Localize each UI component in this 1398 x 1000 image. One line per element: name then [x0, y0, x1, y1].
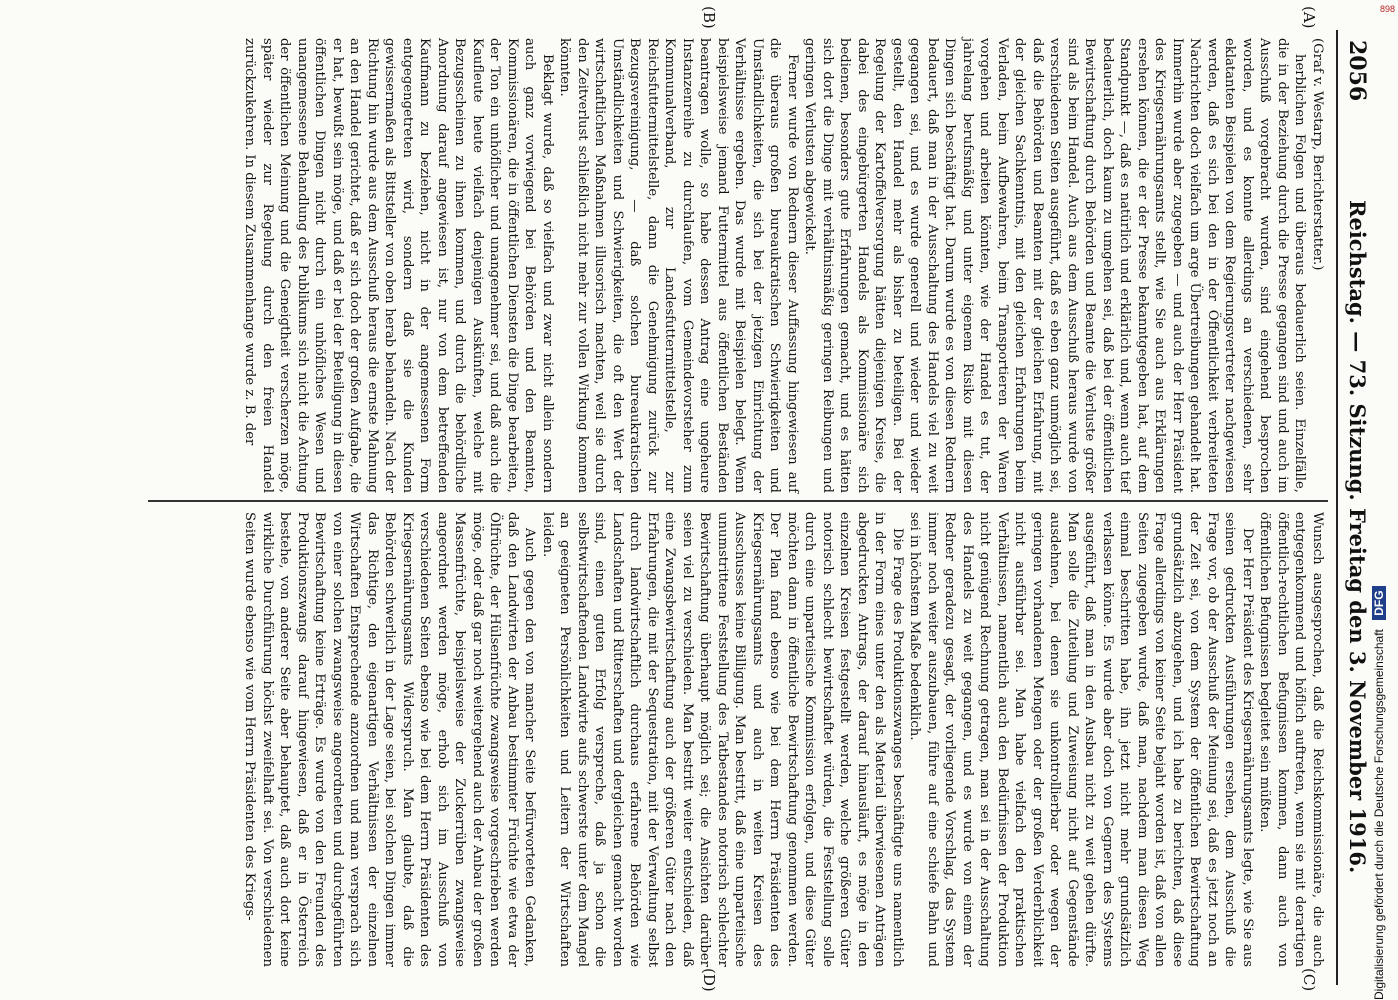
paragraph: Ferner wurde von Rednern dieser Auffassung hingewiesen auf die überaus großen bureaukratischen Schwierigkeiten und Umständlichkeiten, die sich bei der jetzigen Einrichtung der Verhältnisse ergeben. Das wurde mit Beispielen belegt. Wenn beispielsweise jemand Futtermittel aus öffentlichen Beständen beantragen wolle, so habe dessen Antrag eine ungeheure Instanzenreihe zu durchlaufen, vom Gemeindevorsteher zum Kommunalverband, zur Landesfuttermittelstelle, zur Reichsfuttermittelstelle, dann die Genehmigung zurück zur Bezugsvereinigung, — daß solchen bureaukratischen Umständlichkeiten und Schwierigkeiten, die oft den Wert der wirtschaftlichen Maßnahmen illusorisch machten, weil sie durch den Zeitverlust schließlich nicht mehr zur vollen Wirkung kommen könnten.	[557, 38, 800, 493]
text-column-right	[241, 512, 1326, 967]
paragraph: Beklagt wurde, daß so vielfach und zwar nicht allein sondern auch ganz vorwiegend bei Behörden und den Beamten, Kommissionären, die in öffentlichen Diensten die Dinge bearbeiten, der Ton ein unhöflicher und unangenehmer sei, und daß auch die Kaufleute heute vielfach denjenigen Auskünften, welche mit Bezugsscheinen zu ihnen kommen, und durch die behördliche Anordnung darauf angewiesen ist, nur von dem betreffenden Kaufmann zu beziehen, nicht in der angemessenen Form entgegengetreten wird, sondern daß sie die Kunden gewissermaßen als Bittsteller von oben herab behandeln. Nach der Richtung hin wurde aus dem Ausschuß heraus die ernste Mahnung an den Handel gerichtet, daß er sich doch der großen Aufgabe, die er hat, bewußt sein möge, und daß er bei der Beteiligung in diesen öffentlichen Dingen nicht durch ein unhöfliches Wesen und unangemessene Behandlung des Publikums sich nicht die Achtung der öffentlichen Meinung und die Geneigtheit verscherzen möge, später wieder zur Regelung durch den freien Handel zurückzukehren. In diesem Zusammenhange wurde z. B. der	[242, 38, 555, 493]
page-number: 2056	[1344, 40, 1370, 102]
column-divider	[148, 500, 1328, 502]
dfg-logo: DFG	[1372, 586, 1386, 619]
paragraph: Wunsch ausgesprochen, daß die Reichskommissionäre, die auch entgegenkommend und höflich auftreten, wenn sie mit derartigen öffentlich-rechtlichen Befugnissen kommen, dann auch von öffentlichen Befugnissen begleitet sein müßten.	[1257, 512, 1325, 967]
margin-marker-d: (D)	[700, 968, 718, 992]
session-title: Reichstag. — 73. Sitzung. Freitag den 3. November 1916.	[1345, 200, 1370, 874]
paragraph: (Graf v. Westarp, Berichterstatter.)	[1310, 38, 1325, 271]
margin-marker-b: (B)	[700, 6, 718, 29]
corner-number: 898	[1380, 4, 1396, 14]
digitization-note	[1372, 0, 1398, 1000]
text-column-left	[241, 38, 1326, 493]
margin-marker-c: (C)	[1300, 968, 1318, 992]
header-rule	[1336, 30, 1338, 985]
paragraph: Auch gegen den von mancher Seite befürworteten Gedanken, daß den Landwirten der Anbau bestimmter Früchte wie etwa der Ölfrüchte, der Hülsenfrüchte zwangsweise vorgeschrieben werden möge, oder daß gar noch weitergehend auch der Anbau der großen Massenfrüchte, beispielsweise der Zuckerrüben zwangsweise angeordnet werden möge, erhob sich im Ausschuß von verschiedenen Seiten ebenso wie bei dem Herrn Präsidenten des Kriegsernährungsamts Widerspruch. Man glaubte, daß die Behörden schwerlich in der Lage seien, bei solchen Dingen immer das Richtige, den eigenartigen Verhältnissen der einzelnen Wirtschaften Entsprechende anzuordnen und man versprach sich von einer solchen zwangsweise angeordneten und durchgeführten Bewirtschaftung keine Erträge. Es wurde von den Freunden des Produktionszwangs darauf hingewiesen, daß er in Österreich bestehe, von anderer Seite aber behauptet, daß auch dort keine wirkliche Durchführung höchst zweifelhaft sei. Von verschiedenen Seiten wurde ebenso wie vom Herrn Präsidenten des Kriegs-	[242, 512, 538, 967]
paragraph: Der Herr Präsident des Kriegsernährungsamts legte, wie Sie aus seinen gedruckten Ausführungen ersehen, dem Ausschuß die Frage vor, ob der Ausschuß der Meinung sei, daß es jetzt noch an der Zeit sei, von dem System der öffentlichen Bewirtschaftung grundsätzlich abzugehen, und ich habe zu berichten, daß diese Frage allerdings von keiner Seite bejaht worden ist, daß von allen Seiten zugegeben wurde, daß man, nachdem man diesen Weg einmal beschritten habe, ihn jetzt nicht mehr grundsätzlich verlassen könne. Es wurde aber doch von Gegnern des Systems ausgeführt, daß man in den Ausbau nicht zu weit gehen dürfte. Man solle die Zuteilung und Zuweisung nicht auf Gegenstände ausdehnen, bei denen sie unkontrollierbar oder wegen der geringen vorhandenen Mengen oder der großen Verderblichkeit nicht ausführbar sei. Man habe vielfach den praktischen Verhältnissen, namentlich auch den Bedürfnissen der Produktion nicht genügend Rechnung getragen, man sei in der Ausschaltung des Handels zu weit gegangen, und es wurde von einem der Redner geradezu gesagt, der vorliegende Vorschlag, das System immer noch weiter auszubauen, führe auf eine schiefe Bahn und sei in höchstem Maße bedenklich.	[907, 512, 1255, 967]
margin-marker-a: (A)	[1300, 6, 1318, 29]
paragraph: Die Frage des Produktionszwanges beschäftigte uns namentlich in der Form eines unter den als Material überwiesenen Anträgen abgedruckten Antrags, der darauf hinausläuft, es möge in den einzelnen Kreisen festgestellt werden, welche größeren Güter notorisch schlecht bewirtschaftet würden, die Feststellung solle durch eine unparteiische Kommission erfolgen, und diese Güter möchten dann in öffentliche Bewirtschaftung genommen werden. Der Plan fand ebenso wie bei dem Herrn Präsidenten des Kriegsernährungsamts und auch in weiten Kreisen des Ausschusses keine Billigung. Man bestritt, daß eine unparteiische unumstrittene Feststellung des Tatbestandes notorisch schlechter Bewirtschaftung überhaupt möglich sei; die Ansichten darüber seien viel zu verschieden. Man bestritt weiter entschieden, daß eine Zwangsbewirtschaftung auch der größeren Güter nach den Erfahrungen, die mit der Sequestration, mit der Verwaltung selbst durch landwirtschaftlich durchaus erfahrene Behörden wie Landschaften und Ritterschaften und dergleichen gemacht worden sind, einen guten Erfolg verspreche, daß ja schon die selbstwirtschaftenden Landwirte aufs schwerste unter dem Mangel an geeigneten Persönlichkeiten und Leitern der Wirtschaften leiden.	[540, 512, 905, 967]
paragraph: herblichen Folgen und überaus bedauerlich seien. Einzelfälle, die in der Beziehung durch die Presse gegangen sind und auch im Ausschuß vorgebracht wurden, sind eingehend besprochen worden, und es konnte allerdings an verschiedenen, sehr eklatanten Beispielen von dem Regierungsvertreter nachgewiesen werden, daß es sich bei den in der Öffentlichkeit verbreiteten Nachrichten doch vielfach um arge Übertreibungen gehandelt hat. Immerhin wurde aber zugegeben — und auch der Herr Präsident des Kriegsernährungsamts stellt, wie Sie auch aus Erklärungen ersehen können, die er der Presse bekanntgegeben hat, auf dem Standpunkt —, daß es natürlich und erklärlich und, wenn auch tief bedauerlich, doch kaum zu umgehen sei, daß bei der öffentlichen Bewirtschaftung durch Behörden und Beamte die Verluste größer sind als beim Handel. Auch aus dem Ausschuß heraus wurde von verschiedenen Seiten ausgeführt, daß es eben ganz unmöglich sei, daß die Behörden und Beamten mit der gleichen Erfahrung, mit der gleichen Sachkenntnis, mit den gleichen Erfahrungen beim Verladen, beim Aufbewahren, beim Transportieren der Waren vorgehen und arbeiten könnten, wie der Handel es tut, der jahrelang berufsmäßig und unter eigenem Risiko mit diesen Dingen sich beschäftigt hat. Darum wurde es von diesen Rednern bedauert, daß man in der Ausschaltung des Handels viel zu weit gegangen sei, und es wurde generell und wieder und wieder gestellt, den Handel mehr als bisher zu beteiligen. Bei der Regelung der Kartoffelversorgung hätten diejenigen Kreise, die dabei des eingebürgerten Handels als Kommissionäre sich bedienen, besonders gute Erfahrungen gemacht, und es hätten sich dort die Dinge mit verhältnismäßig geringen Reibungen und geringen Verlusten abgewickelt.	[802, 38, 1308, 493]
digitization-note-text: Digitalisierung gefördert durch die Deutsche Forschungsgemeinschaft	[1372, 629, 1386, 1000]
